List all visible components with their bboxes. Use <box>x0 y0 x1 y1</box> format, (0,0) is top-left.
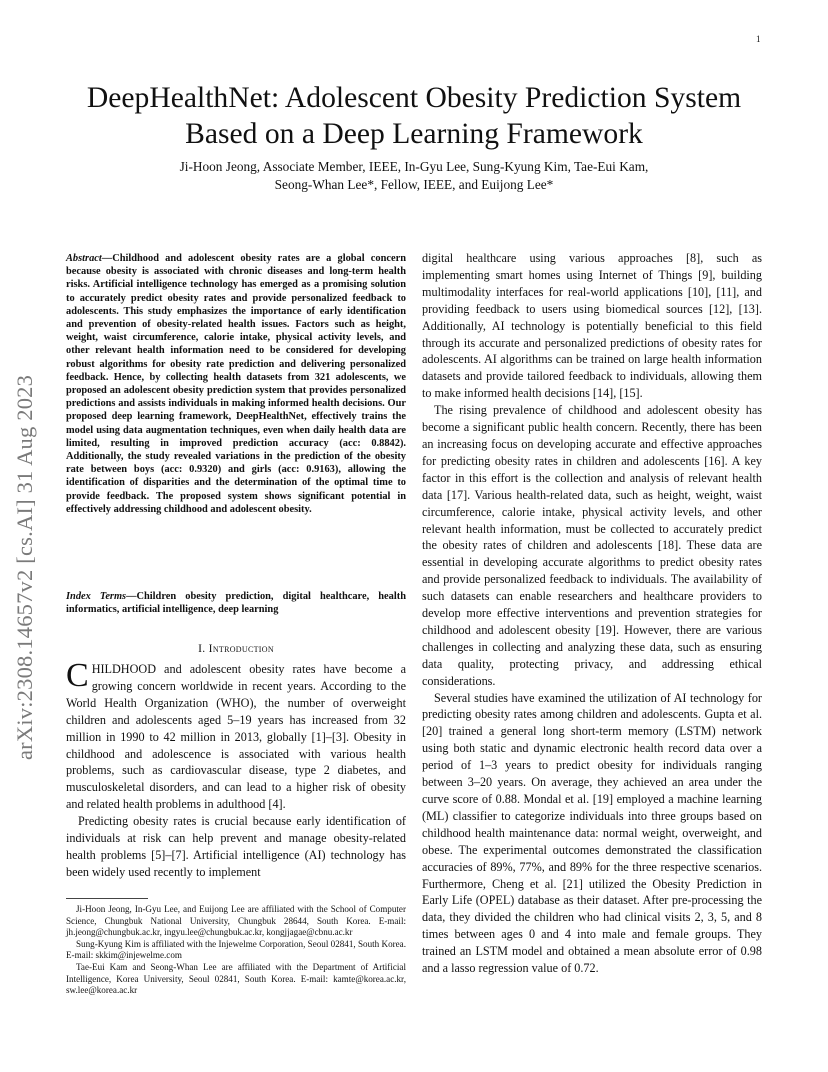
intro-paragraph-1 <box>66 657 406 813</box>
intro-paragraph-2: Predicting obesity rates is crucial because early identification of individuals at risk can help prevent and manage obesity-related health problems [5]–[7]. Artificial intelligence (AI) technology has been widely used recently to implement <box>66 814 406 879</box>
index-terms-text: —Children obesity prediction, digital healthcare, health informatics, artificial intelligence, deep learning <box>66 591 406 616</box>
right-paragraph-2: The rising prevalence of childhood and adolescent obesity has become a significant public health concern. Recently, there has been an increasing focus on developing accurate and effective approaches for predicting obesity rates in children and adolescents [16]. A key factor in this effort is the collection and analysis of relevant health data [17]. Various health-related data, such as height, weight, waist circumference, calorie intake, physical activity levels, and other relevant health information, must be collected to accurately predict the obesity rates of children and adolescents [18]. These data are essential in developing accurate algorithms to predict obesity rates and provide personalized feedback to individuals. The availability of such datasets can enable researchers and healthcare providers to develop more effective interventions and prevention strategies for childhood and adolescent obesity [19]. However, there are various challenges in collecting and analyzing these data, such as ensuring data quality, protecting privacy, and addressing ethical considerations. <box>422 403 762 688</box>
footnote-1: Ji-Hoon Jeong, In-Gyu Lee, and Euijong Lee are affiliated with the School of Computer Science, Chungbuk National University, Chungbuk 28644, South Korea. E-mail: jh.jeong@chungbuk.ac.kr, ingyu.lee@chungbuk.ac.kr, kongjjagae@cbnu.ac.kr <box>66 904 406 938</box>
right-column-body <box>422 250 762 977</box>
footnote-rule <box>66 898 148 899</box>
abstract-text: —Childhood and adolescent obesity rates are a global concern because obesity is associated with chronic diseases and long-term health risks. Artificial intelligence technology has emerged as a promising solution to accurately predict obesity rates and provide personalized feedback to adolescents. This study emphasizes the importance of early identification and prevention of obesity-related health issues. Factors such as height, weight, waist circumference, calorie intake, physical activity levels, and other relevant health information need to be considered for developing robust algorithms for obesity rate prediction and delivering personalized feedback. Hence, by collecting health datasets from 321 adolescents, we proposed an adolescent obesity prediction system that provides personalized predictions and assists individuals in making informed health decisions. Our proposed deep learning framework, DeepHealthNet, effectively trains the model using data augmentation techniques, even when daily health data are limited, resulting in improved prediction accuracy (acc: 0.8842). Additionally, the study revealed variations in the prediction of the obesity rate between boys (acc: 0.9320) and girls (acc: 0.9163), allowing the identification of disparities and the determination of the optimal time to provide feedback. The proposed system shows significant potential in effectively addressing childhood and adolescent obesity. <box>66 253 406 515</box>
section-title: Introduction <box>208 642 274 655</box>
abstract-label: Abstract <box>66 253 102 264</box>
drop-cap: C <box>66 657 89 694</box>
intro-paragraph-1-text: HILDHOOD and adolescent obesity rates have become a growing concern worldwide in recent years. According to the World Health Organization (WHO), the number of overweight children and adolescents aged 5–19 years has increased from 32 million in 1990 to 42 million in 2013, globally [1]–[3]. Obesity in childhood and adolescence is associated with various health problems, such as cardiovascular disease, type 2 diabetes, and musculoskeletal disorders, and can lead to a higher risk of obesity and related health problems in adulthood [4]. <box>66 662 406 812</box>
footnote-3: Tae-Eui Kam and Seong-Whan Lee are affiliated with the Department of Artificial Intelligence, Korea University, Seoul 02841, South Korea. E-mail: kamte@korea.ac.kr, sw.lee@korea.ac.kr <box>66 961 406 996</box>
footnotes <box>66 904 406 997</box>
page-number: 1 <box>756 34 761 44</box>
section-number: I. <box>198 642 206 655</box>
abstract <box>66 252 406 516</box>
author-line-2: Seong-Whan Lee*, Fellow, IEEE, and Euijong Lee* <box>274 177 554 192</box>
index-terms <box>66 590 406 616</box>
right-paragraph-1: digital healthcare using various approaches [8], such as implementing smart homes using Internet of Things [9], building multimodality interfaces for real-world applications [10], [11], and providing feedback to users using biomedical sources [12], [13]. Additionally, AI technology is potentially beneficial to this field through its accurate and personalized predictions of obesity rates for adolescents. AI algorithms can be trained on large health information datasets and provide tailored feedback to individuals, allowing them to make informed health decisions [14], [15]. <box>422 251 762 401</box>
right-paragraph-3: Several studies have examined the utilization of AI technology for predicting obesity rates among children and adolescents. Gupta et al. [20] trained a general long short-term memory (LSTM) network using both static and dynamic electronic health record data over a period of 1–3 years to predict obesity for individuals ranging between 3–20 years. On average, they achieved an area under the curve score of 0.88. Mondal et al. [19] employed a machine learning (ML) classifier to categorize individuals into three groups based on childhood health maintenance data: normal weight, overweight, and obese. The experimental outcomes demonstrated the classification accuracies of 89%, 77%, and 89% for the three respective scenarios. Furthermore, Cheng et al. [21] utilized the Obesity Prediction in Early Life (OPEL) database as their dataset. After pre-processing the data, they divided the children who had clinical visits 2, 3, 5, and 8 times between ages 0 and 4 into male and female groups. They trained an LSTM model and obtained a mean absolute error of 0.98 and a lasso regression value of 0.72. <box>422 690 762 976</box>
author-line-1: Ji-Hoon Jeong, Associate Member, IEEE, In-Gyu Lee, Sung-Kyung Kim, Tae-Eui Kam, <box>179 159 649 174</box>
index-terms-label: Index Terms <box>66 591 127 602</box>
paper-title: DeepHealthNet: Adolescent Obesity Prediction System Based on a Deep Learning Framework <box>86 82 742 150</box>
footnote-2: Sung-Kyung Kim is affiliated with the Injewelme Corporation, Seoul 02841, South Korea. E-mail: skkim@injewelme.com <box>66 938 406 961</box>
author-list <box>84 158 744 194</box>
arxiv-identifier: arXiv:2308.14657v2 [cs.AI] 31 Aug 2023 <box>12 374 37 760</box>
section-heading <box>66 642 406 655</box>
introduction-body <box>66 657 406 881</box>
